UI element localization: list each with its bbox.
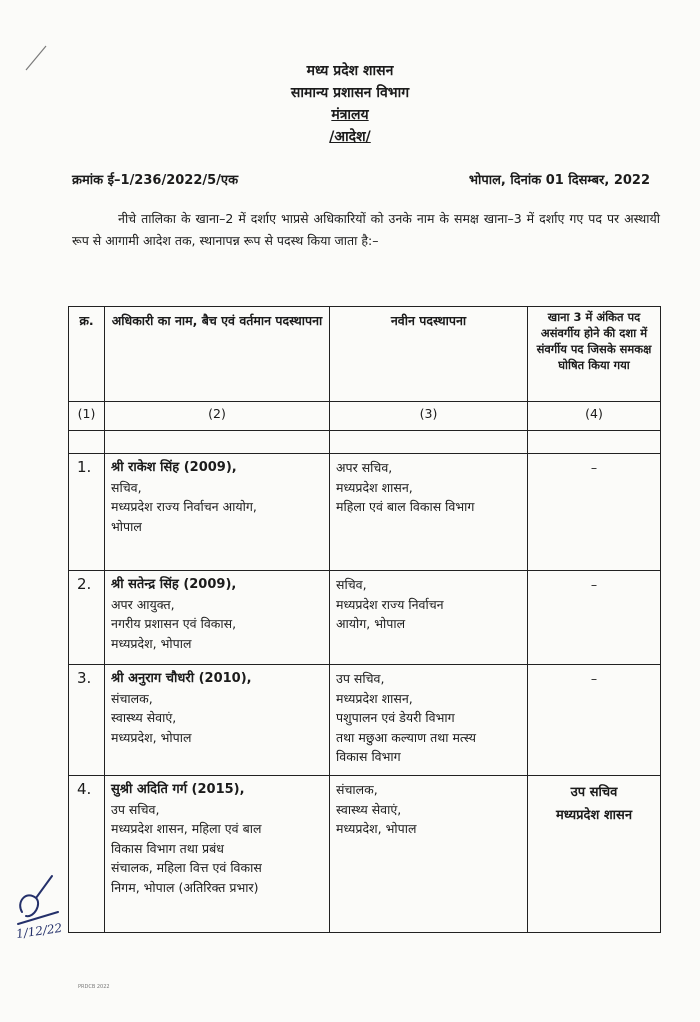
serial-number: 3. (69, 665, 105, 776)
new-posting-cell: अपर सचिव, मध्यप्रदेश शासन, महिला एवं बाल विकास विभाग (330, 454, 528, 571)
document-header (0, 60, 700, 148)
equivalent-post-cell: – (528, 571, 661, 665)
officer-cell: श्री अनुराग चौधरी (2010), संचालक, स्वास्थ्य सेवाएं, मध्यप्रदेश, भोपाल (105, 665, 330, 776)
table-header-row (69, 307, 661, 402)
serial-number: 4. (69, 776, 105, 933)
government-title: मध्य प्रदेश शासन (306, 63, 394, 79)
col-number: (4) (528, 402, 661, 431)
table-row (69, 571, 661, 665)
header-equivalent-post: खाना 3 में अंकित पद असंवर्गीय होने की दशा में संवर्गीय पद जिसके समकक्ष घोषित किया गया (528, 307, 661, 402)
header-officer: अधिकारी का नाम, बैच एवं वर्तमान पदस्थापना (105, 307, 330, 402)
header-new-posting: नवीन पदस्थापना (330, 307, 528, 402)
order-number: क्रमांक ई–1/236/2022/5/एक (72, 173, 239, 188)
posting-table (68, 306, 661, 933)
equivalent-post-cell: उप सचिव मध्यप्रदेश शासन (528, 776, 661, 933)
new-posting-cell: संचालक, स्वास्थ्य सेवाएं, मध्यप्रदेश, भोपाल (330, 776, 528, 933)
footer-code: PRDCB 2022 (78, 984, 110, 990)
office-title: मंत्रालय (331, 107, 369, 123)
order-title: /आदेश/ (329, 129, 371, 145)
order-paragraph: नीचे तालिका के खाना–2 में दर्शाए भाप्रसे अधिकारियों को उनके नाम के समक्ष खाना–3 में दर्शाए गए पद पर अस्थायी रूप से आगामी आदेश तक, स्थानापन्न रूप से पदस्थ किया जाता है:– (72, 211, 660, 248)
table-row (69, 776, 661, 933)
serial-number: 2. (69, 571, 105, 665)
header-serial: क्र. (69, 307, 105, 402)
new-posting-cell: उप सचिव, मध्यप्रदेश शासन, पशुपालन एवं डेयरी विभाग तथा मछुआ कल्याण तथा मत्स्य विकास विभाग (330, 665, 528, 776)
table-row (69, 665, 661, 776)
officer-name: श्री अनुराग चौधरी (2010), (111, 671, 252, 686)
officer-cell: श्री सतेन्द्र सिंह (2009), अपर आयुक्त, नगरीय प्रशासन एवं विकास, मध्यप्रदेश, भोपाल (105, 571, 330, 665)
column-number-row (69, 402, 661, 431)
officer-name: श्री राकेश सिंह (2009), (111, 460, 237, 475)
col-number: (1) (69, 402, 105, 431)
new-posting-cell: सचिव, मध्यप्रदेश राज्य निर्वाचन आयोग, भोपाल (330, 571, 528, 665)
serial-number: 1. (69, 454, 105, 571)
officer-name: सुश्री अदिति गर्ग (2015), (111, 782, 245, 797)
department-title: सामान्य प्रशासन विभाग (290, 85, 410, 101)
col-number: (3) (330, 402, 528, 431)
place-date: भोपाल, दिनांक 01 दिसम्बर, 2022 (468, 173, 650, 188)
equivalent-post-cell: – (528, 454, 661, 571)
officer-name: श्री सतेन्द्र सिंह (2009), (111, 577, 237, 592)
signature-date: 1/12/22 (15, 920, 64, 942)
equivalent-post-cell: – (528, 665, 661, 776)
table-row (69, 454, 661, 571)
officer-cell: श्री राकेश सिंह (2009), सचिव, मध्यप्रदेश राज्य निर्वाचन आयोग, भोपाल (105, 454, 330, 571)
officer-cell: सुश्री अदिति गर्ग (2015), उप सचिव, मध्यप्रदेश शासन, महिला एवं बाल विकास विभाग तथा प्रबंध संचालक, महिला वित्त एवं विकास निगम, भोपाल (अतिरिक्त प्रभार) (105, 776, 330, 933)
col-number: (2) (105, 402, 330, 431)
